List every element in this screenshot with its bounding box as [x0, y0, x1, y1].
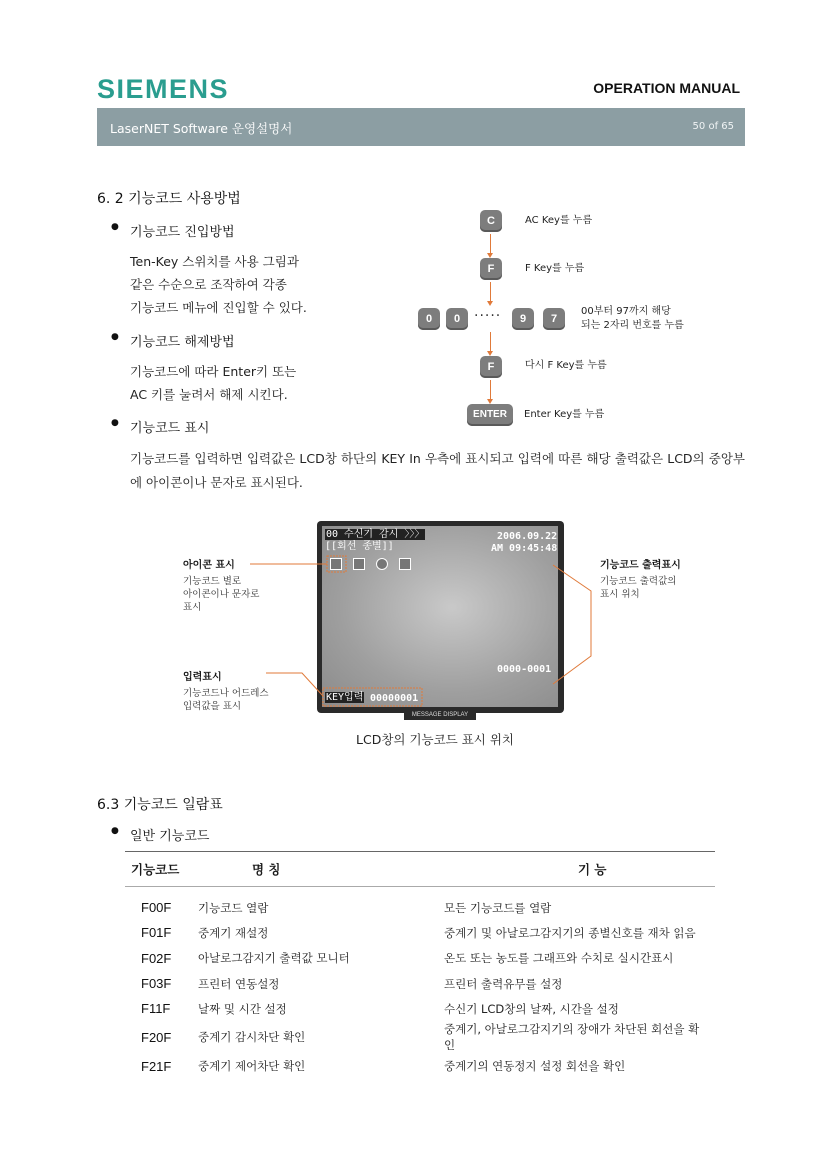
key-0: 0 — [446, 308, 468, 330]
table-row — [125, 920, 715, 945]
text-line: 기능코드나 어드레스 — [183, 688, 269, 699]
name-cell: 날짜 및 시간 설정 — [198, 1001, 287, 1016]
key-f-text: F Key를 누름 — [525, 263, 585, 274]
bullet-enter-method: ● 기능코드 진입방법 — [130, 221, 235, 240]
callout-icon-desc — [183, 575, 259, 614]
text-line: 되는 2자리 번호를 누름 — [581, 320, 684, 331]
siemens-logo: SIEMENS — [97, 74, 230, 104]
ellipsis-dots: ····· — [474, 308, 502, 324]
code-cell: F21F — [141, 1058, 172, 1074]
function-cell: 중계기의 연동정지 설정 회선을 확인 — [444, 1059, 626, 1074]
table-row — [125, 971, 715, 996]
name-cell: 프린터 연동설정 — [198, 976, 280, 991]
lcd-line2-left: [[회선 종별]] — [325, 541, 394, 552]
code-cell: F02F — [141, 950, 172, 966]
text-line: 아이콘이나 문자로 — [183, 589, 260, 600]
lcd-key-in-value: 00000001 — [370, 693, 419, 704]
callout-output-title: 기능코드 출력표시 — [600, 560, 681, 571]
bullet-general-codes: ● 일반 기능코드 — [130, 825, 209, 844]
column-header: 기능코드 — [125, 852, 192, 887]
table-header-row — [125, 852, 715, 887]
key-c-text: AC Key를 누름 — [525, 215, 593, 226]
column-header: 기 능 — [438, 852, 715, 887]
manual-label: OPERATION MANUAL — [593, 80, 740, 96]
table-row — [125, 946, 715, 971]
lcd-output-value: 0000-0001 — [497, 664, 552, 675]
document-title: LaserNET Software 운영설명서 — [110, 121, 293, 136]
callout-input-desc — [183, 687, 269, 713]
code-cell: F20F — [141, 1029, 172, 1045]
bullet-release-method: ● 기능코드 해제방법 — [130, 331, 235, 350]
key-enter-text: Enter Key를 누름 — [524, 409, 605, 420]
section-6-2-title: 6. 2 기능코드 사용방법 — [97, 191, 241, 207]
bullet-code-display: ● 기능코드 표시 — [130, 417, 209, 436]
key-f-again-text: 다시 F Key를 누름 — [525, 360, 607, 371]
lcd-line1-left: 00 수신기 감시 〉〉〉 — [326, 529, 425, 540]
code-cell: F11F — [141, 1001, 171, 1017]
text-line: 같은 수순으로 조작하여 각종 — [130, 277, 287, 292]
key-0: 0 — [418, 308, 440, 330]
table-row — [125, 1021, 715, 1053]
function-cell: 수신기 LCD창의 날짜, 시간을 설정 — [444, 1001, 619, 1016]
code-cell: F00F — [141, 900, 172, 916]
callout-output-desc — [600, 575, 676, 601]
key-7: 7 — [543, 308, 565, 330]
function-cell: 모든 기능코드를 열람 — [444, 900, 552, 915]
text-line: 입력값을 표시 — [183, 701, 242, 712]
text-line: 표시 위치 — [600, 589, 640, 600]
text-line: 기능코드 출력값의 — [600, 576, 677, 587]
name-cell: 중계기 재설정 — [198, 925, 269, 940]
lcd-date: 2006.09.22 — [497, 531, 558, 542]
key-f: F — [480, 356, 502, 378]
code-display-text: 기능코드를 입력하면 입력값은 LCD창 하단의 KEY In 우측에 표시되고 입력에 따른 해당 출력값은 LCD의 중앙부에 아이콘이나 문자로 표시된다. — [130, 451, 745, 490]
text-line: 기능코드에 따라 Enter키 또는 — [130, 364, 297, 379]
lcd-time: AM 09:45:48 — [491, 543, 558, 554]
function-cell: 중계기, 아날로그감지기의 장애가 차단된 회선을 확인 — [444, 1022, 700, 1053]
section-6-3-title: 6.3 기능코드 일람표 — [97, 797, 223, 813]
column-header: 명 칭 — [192, 852, 438, 887]
function-cell: 중계기 및 아날로그감지기의 종별신호를 재차 읽음 — [444, 925, 696, 940]
key-enter: ENTER — [467, 404, 513, 426]
function-code-table — [125, 851, 715, 1079]
figure-caption: LCD창의 기능코드 표시 위치 — [356, 732, 514, 747]
text-line: 기능코드 메뉴에 진입할 수 있다. — [130, 300, 307, 315]
text-line: Ten-Key 스위치를 사용 그림과 — [130, 254, 299, 269]
message-display-label: MESSAGE DISPLAY — [404, 711, 476, 720]
name-cell: 아날로그감지기 출력값 모니터 — [198, 951, 350, 966]
text-line: 표시 — [183, 602, 202, 613]
lcd-key-in-label: KEY입력 — [326, 692, 364, 703]
callout-icon-title: 아이콘 표시 — [183, 560, 235, 571]
text-line: 00부터 97까지 해당 — [581, 306, 671, 317]
table-row — [125, 1053, 715, 1078]
callout-input-title: 입력표시 — [183, 672, 222, 683]
name-cell: 중계기 감시차단 확인 — [198, 1030, 306, 1045]
function-cell: 프린터 출력유무를 설정 — [444, 976, 563, 991]
key-9: 9 — [512, 308, 534, 330]
name-cell: 중계기 제어차단 확인 — [198, 1059, 306, 1074]
function-cell: 온도 또는 농도를 그래프와 수치로 실시간표시 — [444, 951, 674, 966]
page-number: 50 of 65 — [692, 121, 734, 132]
code-cell: F01F — [141, 925, 172, 941]
table-row — [125, 996, 715, 1021]
name-cell: 기능코드 열람 — [198, 900, 269, 915]
code-cell: F03F — [141, 976, 172, 992]
table-row — [125, 895, 715, 920]
key-c: C — [480, 210, 502, 232]
key-f: F — [480, 258, 502, 280]
text-line: AC 키를 눌려서 해제 시킨다. — [130, 387, 288, 402]
text-line: 기능코드 별로 — [183, 576, 242, 587]
